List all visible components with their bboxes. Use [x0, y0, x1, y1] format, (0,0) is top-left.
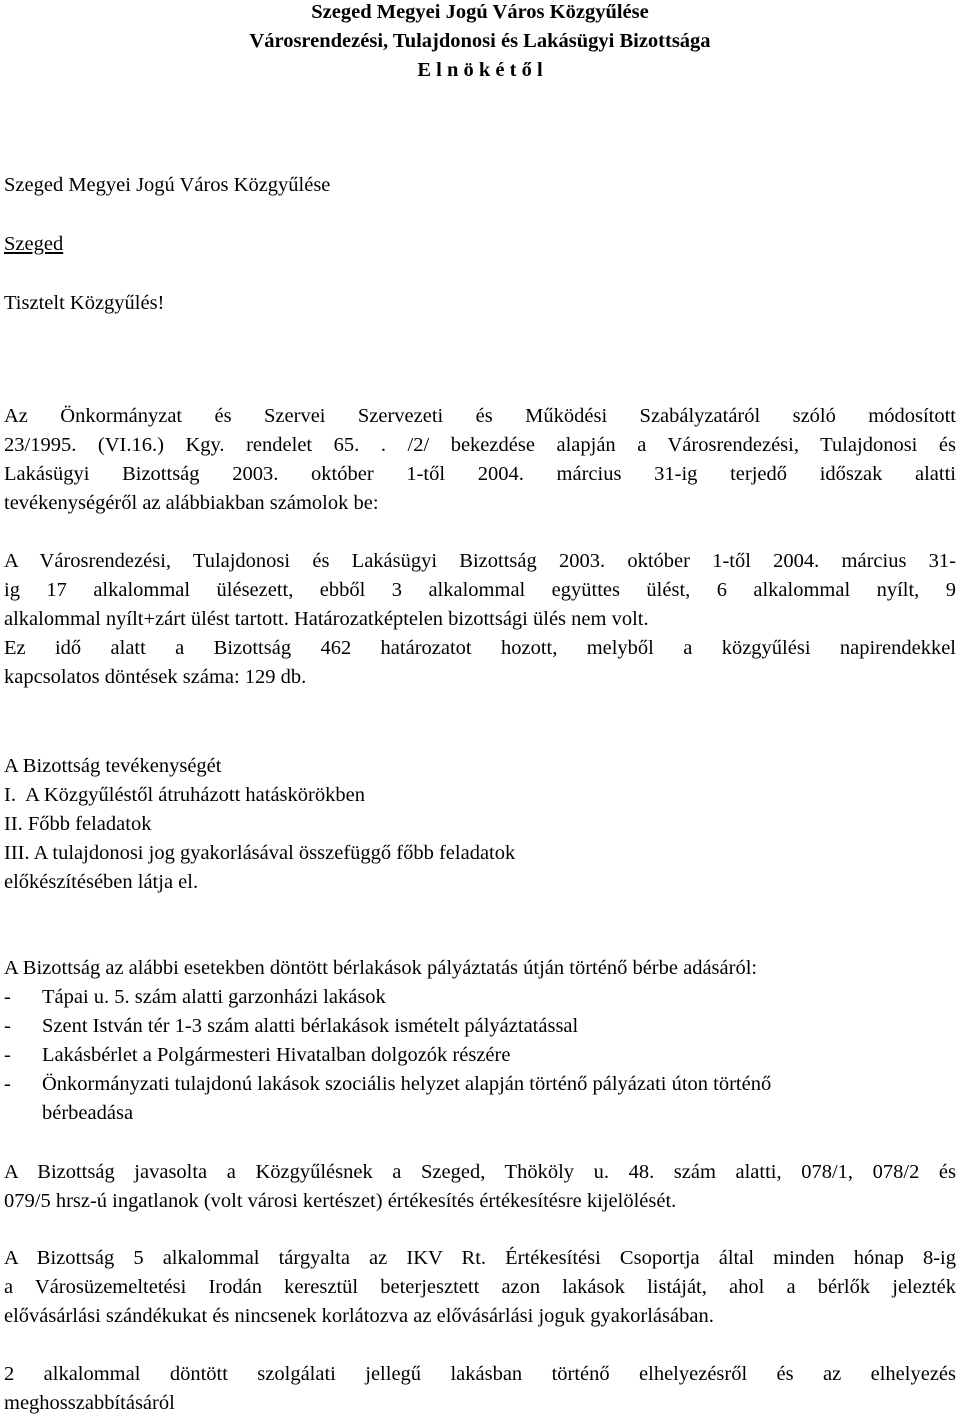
intro-line-3: Lakásügyi Bizottság 2003. október 1-től 2004. március 31-ig terjedő időszak alatti: [4, 463, 956, 485]
tender-item: - Lakásbérlet a Polgármesteri Hivatalban dolgozók részére: [4, 1044, 511, 1066]
tender-item: - Szent István tér 1-3 szám alatti bérlakások ismételt pályáztatással: [4, 1015, 579, 1037]
activity-line-2: I. A Közgyűléstől átruházott hatáskörökben: [4, 784, 365, 806]
ikv-line-1: A Bizottság 5 alkalommal tárgyalta az IKV Rt. Értékesítési Csoportja által minden hónap 8-ig: [4, 1247, 956, 1269]
addressee-name: Szeged Megyei Jogú Város Közgyűlése: [4, 174, 331, 196]
ikv-line-3: elővásárlási szándékukat és nincsenek korlátozva az elővásárlási joguk gyakorlásában.: [4, 1305, 714, 1327]
header-committee: Városrendezési, Tulajdonosi és Lakásügyi Bizottsága: [249, 30, 711, 52]
stats-line-4: Ez idő alatt a Bizottság 462 határozatot hozott, melyből a közgyűlési napirendekkel: [4, 637, 956, 659]
salutation: Tisztelt Közgyűlés!: [4, 292, 165, 314]
tender-item: - Önkormányzati tulajdonú lakások szociális helyzet alapján történő pályázati úton történő: [4, 1073, 772, 1095]
header-from-chair: E l n ö k é t ő l: [417, 59, 543, 81]
stats-line-1: A Városrendezési, Tulajdonosi és Lakásügyi Bizottság 2003. október 1-től 2004. március 31-: [4, 550, 956, 572]
activity-line-3: II. Főbb feladatok: [4, 813, 152, 835]
activity-line-1: A Bizottság tevékenységét: [4, 755, 222, 777]
service-line-1: 2 alkalommal döntött szolgálati jellegű lakásban történő elhelyezésről és az elhelyezés: [4, 1363, 956, 1385]
tender-item-continuation: bérbeadása: [42, 1102, 134, 1124]
tender-item: - Tápai u. 5. szám alatti garzonházi lakások: [4, 986, 386, 1008]
stats-line-5: kapcsolatos döntések száma: 129 db.: [4, 666, 307, 688]
service-line-2: meghosszabbításáról: [4, 1392, 175, 1414]
stats-line-2: ig 17 alkalommal ülésezett, ebből 3 alkalommal együttes ülést, 6 alkalommal nyílt, 9: [4, 579, 956, 601]
addressee-city: Szeged: [4, 233, 64, 255]
proposal-line-1: A Bizottság javasolta a Közgyűlésnek a Szeged, Thököly u. 48. szám alatti, 078/1, 078/2 és: [4, 1161, 956, 1183]
intro-line-1: Az Önkormányzat és Szervei Szervezeti és Működési Szabályzatáról szóló módosított: [4, 405, 956, 427]
tender-intro: A Bizottság az alábbi esetekben döntött bérlakások pályáztatás útján történő bérbe adásáról:: [4, 957, 758, 979]
proposal-line-2: 079/5 hrsz-ú ingatlanok (volt városi kertészet) értékesítés értékesítésre kijelölését.: [4, 1190, 677, 1212]
header-council: Szeged Megyei Jogú Város Közgyűlése: [311, 1, 649, 23]
document-header: [0, 0, 960, 85]
activity-line-5: előkészítésében látja el.: [4, 871, 199, 893]
ikv-line-2: a Városüzemeltetési Irodán keresztül beterjesztett azon lakások listáját, ahol a bérlők jelezték: [4, 1276, 956, 1298]
activity-line-4: III. A tulajdonosi jog gyakorlásával összefüggő főbb feladatok: [4, 842, 516, 864]
stats-line-3: alkalommal nyílt+zárt ülést tartott. Határozatképtelen bizottsági ülés nem volt.: [4, 608, 649, 630]
intro-line-2: 23/1995. (VI.16.) Kgy. rendelet 65. . /2/ bekezdése alapján a Városrendezési, Tulajdonosi és: [4, 434, 956, 456]
intro-line-4: tevékenységéről az alábbiakban számolok be:: [4, 492, 379, 514]
